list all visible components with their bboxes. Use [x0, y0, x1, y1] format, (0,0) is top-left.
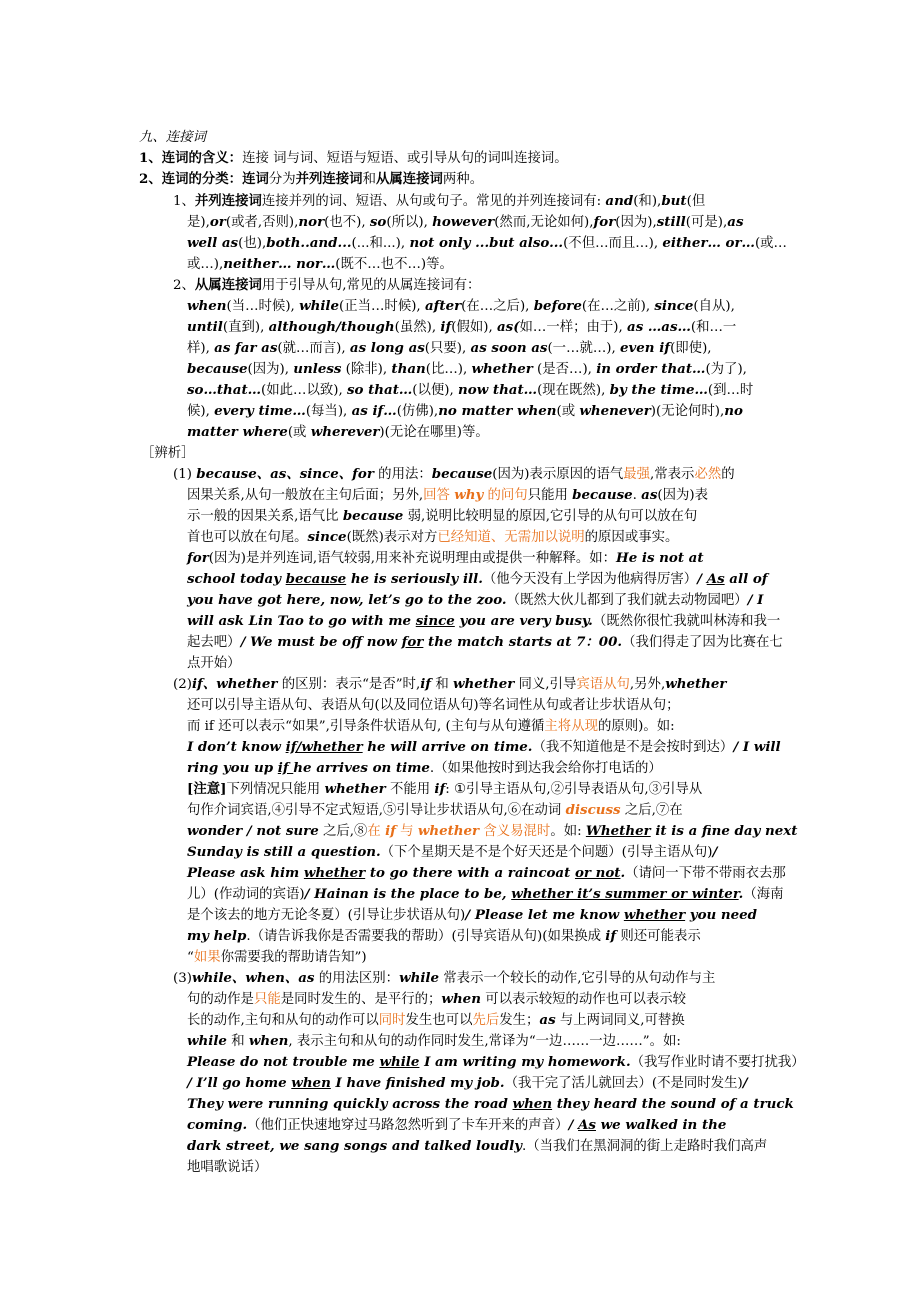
- bianxi-heading: ［辨析］: [141, 446, 195, 461]
- section-title: [139, 127, 206, 148]
- coordinating-paragraph: 1、并列连接词连接并列的词、短语、从句或句子。常见的并列连接词有: and(和),but(但 是),or(或者,否则),nor(也不), so(所以), however(然而,无论如何),for(因为),still(可是),as well as(也),both..and...(...和...), not only ...but also...(不但…而且…), either… or…(或… 或…),neither… nor…(既不…也不…)等。: [173, 193, 787, 272]
- analysis-point-2: (2)if、whether 的区别：表示“是否”时,if 和 whether 同义,引导宾语从句,另外,whether 还可以引导主语从句、表语从句(以及同位语从句)等名词性从句或者让步状语从句； 而 if 还可以表示“如果”,引导条件状语从句, (主句与从句遵循主将从现的原则)。如: I don’t know if/whether he will arrive on time.（我不知道他是不是会按时到达）/ I will ring you up if he arrives on time.（如果他按时到达我会给你打电话的） [注意]下列情况只能用 whether 不能用 if: ①引导主语从句,②引导表语从句,③引导从 句作介词宾语,④引导不定式短语,⑤引导让步状语从句,⑥在动词 discuss 之后,⑦在 wonder / not sure 之后,⑧在 if 与 whether 含义易混时。如: Whether it is a fine day next Sunday is still a question.（下个星期天是不是个好天还是个问题）(引导主语从句)/ Please ask him whether to go there with a raincoat or not.（请问一下带不带雨衣去那 儿）(作动词的宾语)/ Hainan is the place to be, whether it’s summer or winter.（海南 是个该去的地方无论冬夏）(引导让步状语从句)/ Please let me know whether you need my help.（请告诉我你是否需要我的帮助）(引导宾语从句)(如果换成 if 则还可能表示 “如果你需要我的帮助请告知”): [173, 676, 798, 965]
- heading-classification: 2、连词的分类：连词分为并列连接词和从属连接词两种。: [139, 171, 484, 187]
- heading-meaning: 1、连词的含义：连接 词与词、短语与短语、或引导从句的词叫连接词。: [139, 150, 568, 166]
- analysis-point-1: (1) because、as、since、for 的用法：because(因为)表示原因的语气最强,常表示必然的 因果关系,从句一般放在主句后面；另外,回答 why 的问句只能用 because. as(因为)表 示一般的因果关系,语气比 because 弱,说明比较明显的原因,它引导的从句可以放在句 首也可以放在句尾。since(既然)表示对方已经知道、无需加以说明的原因或事实。 for(因为)是并列连词,语气较弱,用来补充说明理由或提供一种解释。如：He is not at school today because he is seriously ill.（他今天没有上学因为他病得厉害）/ As all of you have got here, now, let’s go to the zoo.（既然大伙儿都到了我们就去动物园吧）/ I will ask Lin Tao to go with me since you are very busy.（既然你很忙我就叫林涛和我一 起去吧）/ We must be off now for the match starts at 7：00.（我们得走了因为比赛在七 点开始）: [173, 466, 783, 671]
- subordinating-paragraph: 2、从属连接词用于引导从句,常见的从属连接词有： when(当…时候), while(正当…时候), after(在…之后), before(在…之前), since(自从), until(直到), although/though(虽然), if(假如), as(如…一样；由于), as …as…(和…一 样), as far as(就…而言), as long as(只要), as soon as(一…就…), even if(即使), because(因为), unless (除非), than(比…), whether (是否…), in order that…(为了), so…that…(如此…以致), so that…(以便), now that…(现在既然), by the time…(到…时 候), every time…(每当), as if…(仿佛),no matter when(或 whenever)(无论何时),no matter where(或 wherever)(无论在哪里)等。: [173, 277, 754, 440]
- title-text: 九、连接词: [139, 130, 206, 145]
- analysis-point-3: (3)while、when、as 的用法区别：while 常表示一个较长的动作,它引导的从句动作与主 句的动作是只能是同时发生的、是平行的；when 可以表示较短的动作也可以表示较 长的动作,主句和从句的动作可以同时发生也可以先后发生；as 与上两词同义,可替换 while 和 when, 表示主句和从句的动作同时发生,常译为“一边……一边……”。如: Please do not trouble me while I am writing my homework.（我写作业时请不要打扰我） / I’ll go home when I have finished my job.（我干完了活儿就回去）(不是同时发生)/ They were running quickly across the road when they heard the sound of a truck coming.（他们正快速地穿过马路忽然听到了卡车开来的声音）/ As we walked in the dark street, we sang songs and talked loudly.（当我们在黑洞洞的街上走路时我们高声 地唱歌说话）: [173, 970, 805, 1175]
